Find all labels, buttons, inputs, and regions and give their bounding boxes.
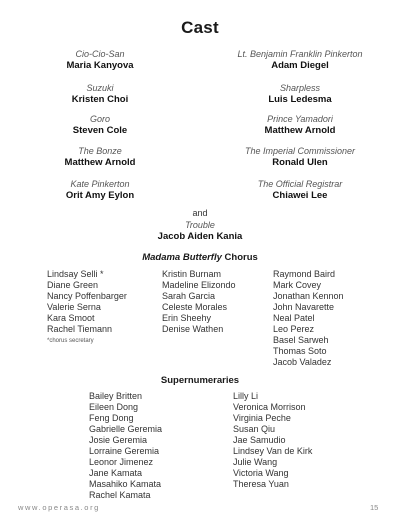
supernumeraries-column-2 [233,391,312,490]
actor-name: Adam Diegel [271,60,329,71]
list-item: Josie Geremia [89,435,148,445]
role-name: The Imperial Commissioner [244,146,356,156]
list-item: Susan Qiu [233,424,276,434]
list-item: Rachel Kamata [89,490,151,500]
list-item: Gabrielle Geremia [89,424,163,434]
list-item: Victoria Wang [233,468,289,478]
list-item: Feng Dong [89,413,134,423]
list-item: Leo Perez [273,324,315,334]
website-link[interactable]: www.operasa.org [18,503,100,512]
list-item: Rachel Tiemann [47,324,113,334]
list-item: Celeste Morales [162,302,228,312]
chorus-column-2 [162,269,236,335]
role-name: Trouble [185,220,215,230]
role-name: Sharpless [279,83,321,93]
cast-entry [200,113,400,137]
cast-entry [0,48,200,72]
actor-name: Ronald Ulen [272,157,328,168]
list-item: Madeline Elizondo [162,280,236,290]
list-item: Thomas Soto [273,346,327,356]
list-item: Veronica Morrison [233,402,306,412]
chorus-column-1 [47,269,127,347]
actor-name: Kristen Choi [71,94,129,105]
list-item: Virginia Peche [233,413,291,423]
supernumeraries-heading: Supernumeraries [160,375,240,386]
chorus-footnote: *chorus secretary [47,338,94,344]
chorus-heading-opera-title: Madama Butterfly [142,252,222,263]
list-item: Erin Sheehy [162,313,212,323]
supernumeraries-column-1 [89,391,162,501]
role-name: Suzuki [86,83,114,93]
list-item: Jane Kamata [89,468,143,478]
actor-name: Orit Amy Eylon [65,190,135,201]
list-item: John Navarette [273,302,335,312]
cast-entry [200,48,400,72]
actor-name: Maria Kanyova [66,60,134,71]
page-title: Cast [181,18,219,37]
list-item: Bailey Britten [89,391,143,401]
actor-name: Matthew Arnold [64,157,136,168]
and-text: and [192,208,208,218]
cast-entry [0,178,200,202]
list-item: Theresa Yuan [233,479,289,489]
list-item: Jonathan Kennon [273,291,344,301]
list-item: Diane Green [47,280,99,290]
cast-entry [0,82,200,106]
list-item: Jae Samudio [233,435,286,445]
list-item: Neal Patel [273,313,315,323]
role-name: The Official Registrar [257,179,343,189]
list-item: Nancy Poffenbarger [47,291,127,301]
actor-name: Chiawei Lee [272,190,328,201]
role-name: Lt. Benjamin Franklin Pinkerton [237,49,363,59]
list-item: Lilly Li [233,391,259,401]
role-name: Kate Pinkerton [70,179,130,189]
role-name: The Bonze [78,146,122,156]
role-name: Cio-Cio-San [75,49,125,59]
cast-entry [200,145,400,169]
list-item: Sarah Garcia [162,291,216,301]
cast-entry [0,145,200,169]
actor-name: Matthew Arnold [264,125,336,136]
trouble-entry [0,207,400,243]
list-item: Basel Sarweh [273,335,329,345]
list-item: Julie Wang [233,457,278,467]
list-item: Lindsay Selli * [47,269,104,279]
list-item: Raymond Baird [273,269,336,279]
list-item: Masahiko Kamata [89,479,162,489]
role-name: Goro [89,114,110,124]
list-item: Valerie Serna [47,302,101,312]
list-item: Leonor Jimenez [89,457,154,467]
list-item: Eileen Dong [89,402,139,412]
list-item: Lorraine Geremia [89,446,160,456]
list-item: Denise Wathen [162,324,224,334]
page-number: 15 [370,503,379,512]
role-name: Prince Yamadori [267,114,333,124]
chorus-column-3 [273,269,344,368]
chorus-heading-suffix: Chorus [221,252,258,263]
cast-entry [0,113,200,137]
chorus-heading [0,252,400,263]
list-item: Kristin Burnam [162,269,222,279]
actor-name: Luis Ledesma [268,94,332,105]
cast-entry [200,178,400,202]
list-item: Mark Covey [273,280,322,290]
actor-name: Jacob Aiden Kania [157,231,243,242]
cast-entry [200,82,400,106]
list-item: Kara Smoot [47,313,95,323]
actor-name: Steven Cole [72,125,128,136]
list-item: Lindsey Van de Kirk [233,446,313,456]
list-item: Jacob Valadez [273,357,332,367]
